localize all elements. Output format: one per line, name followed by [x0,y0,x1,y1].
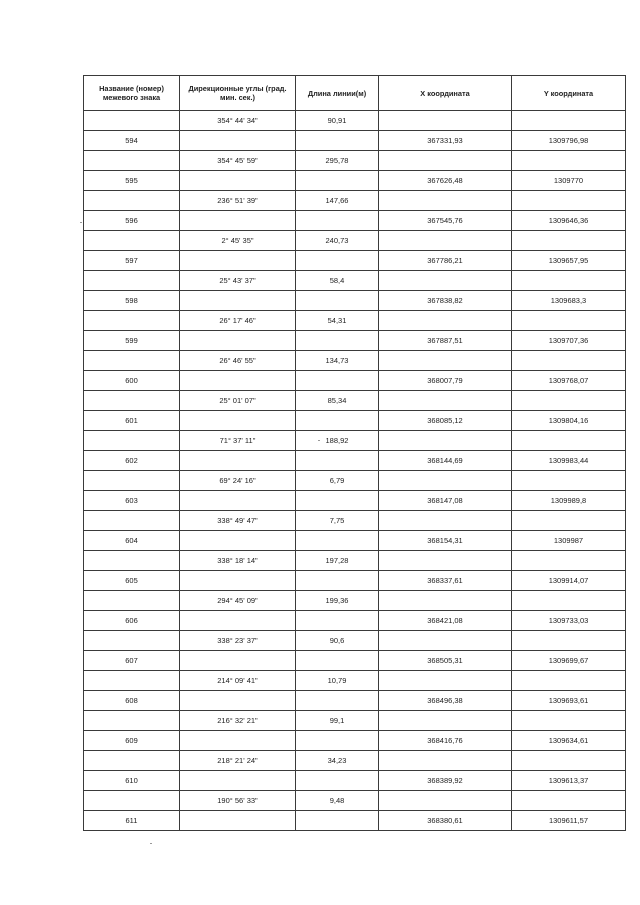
point-length-cell [296,811,379,831]
point-name-cell: 597 [84,251,180,271]
direction-angle-cell: 354° 44' 34" [180,111,296,131]
point-row [84,651,626,671]
point-length-cell [296,611,379,631]
y-coordinate-cell: 1309683,3 [512,291,626,311]
point-row [84,491,626,511]
line-length-cell: 90,6 [296,631,379,651]
segment-name-cell [84,271,180,291]
x-coordinate-cell: 367545,76 [379,211,512,231]
x-coordinate-cell: 368421,08 [379,611,512,631]
point-length-cell [296,691,379,711]
point-length-cell [296,331,379,351]
point-row [84,691,626,711]
point-length-cell [296,371,379,391]
x-coordinate-cell: 368154,31 [379,531,512,551]
point-row [84,211,626,231]
segment-y-cell [512,351,626,371]
segment-row [84,231,626,251]
direction-angle-cell: 338° 23' 37" [180,631,296,651]
segment-name-cell [84,671,180,691]
point-angle-cell [180,611,296,631]
line-length-cell: 188,92 [296,431,379,451]
point-angle-cell [180,411,296,431]
line-length-cell: 295,78 [296,151,379,171]
point-row [84,291,626,311]
y-coordinate-cell: 1309796,98 [512,131,626,151]
y-coordinate-cell: 1309646,36 [512,211,626,231]
point-name-cell: 607 [84,651,180,671]
segment-y-cell [512,391,626,411]
point-row [84,371,626,391]
boundary-coordinates-table [83,75,626,831]
x-coordinate-cell: 368337,61 [379,571,512,591]
segment-x-cell [379,231,512,251]
segment-y-cell [512,551,626,571]
x-coordinate-cell: 368144,69 [379,451,512,471]
point-length-cell [296,571,379,591]
segment-x-cell [379,591,512,611]
segment-name-cell [84,431,180,451]
segment-row [84,271,626,291]
segment-name-cell [84,751,180,771]
segment-y-cell [512,311,626,331]
x-coordinate-cell: 368505,31 [379,651,512,671]
segment-name-cell [84,791,180,811]
segment-x-cell [379,191,512,211]
y-coordinate-cell: 1309989,8 [512,491,626,511]
segment-row [84,671,626,691]
table-body [84,111,626,831]
x-coordinate-cell: 368389,92 [379,771,512,791]
line-length-cell: 85,34 [296,391,379,411]
segment-row [84,471,626,491]
y-coordinate-cell: 1309611,57 [512,811,626,831]
segment-row [84,591,626,611]
segment-y-cell [512,151,626,171]
line-length-cell: 6,79 [296,471,379,491]
segment-x-cell [379,111,512,131]
point-length-cell [296,771,379,791]
segment-row [84,151,626,171]
segment-x-cell [379,711,512,731]
line-length-cell: 197,28 [296,551,379,571]
point-angle-cell [180,811,296,831]
point-name-cell: 594 [84,131,180,151]
direction-angle-cell: 218° 21' 24" [180,751,296,771]
y-coordinate-cell: 1309733,03 [512,611,626,631]
point-row [84,731,626,751]
direction-angle-cell: 354° 45' 59" [180,151,296,171]
segment-y-cell [512,271,626,291]
y-coordinate-cell: 1309634,61 [512,731,626,751]
segment-name-cell [84,631,180,651]
segment-x-cell [379,511,512,531]
line-length-cell: 240,73 [296,231,379,251]
y-coordinate-cell: 1309770 [512,171,626,191]
point-length-cell [296,451,379,471]
point-name-cell: 599 [84,331,180,351]
point-row [84,531,626,551]
segment-row [84,551,626,571]
segment-name-cell [84,111,180,131]
point-angle-cell [180,331,296,351]
segment-y-cell [512,671,626,691]
segment-x-cell [379,671,512,691]
segment-x-cell [379,471,512,491]
header-angles: Дирекционные углы (град. мин. сек.) [180,76,296,111]
point-angle-cell [180,291,296,311]
point-angle-cell [180,771,296,791]
point-angle-cell [180,131,296,151]
segment-name-cell [84,511,180,531]
line-length-cell: 34,23 [296,751,379,771]
y-coordinate-cell: 1309914,07 [512,571,626,591]
point-name-cell: 602 [84,451,180,471]
segment-row [84,191,626,211]
direction-angle-cell: 25° 43' 37" [180,271,296,291]
segment-name-cell [84,151,180,171]
header-x: X координата [379,76,512,111]
point-name-cell: 609 [84,731,180,751]
segment-y-cell [512,791,626,811]
segment-y-cell [512,711,626,731]
x-coordinate-cell: 368007,79 [379,371,512,391]
line-length-cell: 147,66 [296,191,379,211]
direction-angle-cell: 236° 51' 39" [180,191,296,211]
point-angle-cell [180,731,296,751]
segment-name-cell [84,191,180,211]
y-coordinate-cell: 1309699,67 [512,651,626,671]
segment-y-cell [512,431,626,451]
x-coordinate-cell: 367331,93 [379,131,512,151]
y-coordinate-cell: 1309657,95 [512,251,626,271]
point-name-cell: 606 [84,611,180,631]
point-name-cell: 596 [84,211,180,231]
direction-angle-cell: 69° 24' 16" [180,471,296,491]
point-angle-cell [180,691,296,711]
point-name-cell: 604 [84,531,180,551]
segment-y-cell [512,471,626,491]
point-row [84,571,626,591]
segment-name-cell [84,231,180,251]
point-angle-cell [180,251,296,271]
x-coordinate-cell: 367786,21 [379,251,512,271]
direction-angle-cell: 25° 01' 07" [180,391,296,411]
point-name-cell: 600 [84,371,180,391]
segment-y-cell [512,751,626,771]
segment-y-cell [512,591,626,611]
point-name-cell: 611 [84,811,180,831]
point-length-cell [296,491,379,511]
direction-angle-cell: 216° 32' 21" [180,711,296,731]
point-angle-cell [180,171,296,191]
segment-x-cell [379,311,512,331]
segment-x-cell [379,631,512,651]
line-length-cell: 10,79 [296,671,379,691]
line-length-cell: 58,4 [296,271,379,291]
point-name-cell: 601 [84,411,180,431]
segment-x-cell [379,751,512,771]
segment-x-cell [379,431,512,451]
y-coordinate-cell: 1309693,61 [512,691,626,711]
point-name-cell: 603 [84,491,180,511]
segment-row [84,631,626,651]
header-y: Y координата [512,76,626,111]
line-length-cell: 9,48 [296,791,379,811]
direction-angle-cell: 338° 18' 14" [180,551,296,571]
segment-x-cell [379,351,512,371]
point-angle-cell [180,371,296,391]
segment-x-cell [379,391,512,411]
segment-y-cell [512,111,626,131]
segment-row [84,311,626,331]
line-length-cell: 90,91 [296,111,379,131]
point-name-cell: 598 [84,291,180,311]
y-coordinate-cell: 1309768,07 [512,371,626,391]
scan-speck [150,843,152,844]
x-coordinate-cell: 368380,61 [379,811,512,831]
point-angle-cell [180,451,296,471]
line-length-cell: 99,1 [296,711,379,731]
point-row [84,411,626,431]
header-name: Название (номер) межевого знака [84,76,180,111]
segment-name-cell [84,351,180,371]
point-angle-cell [180,491,296,511]
y-coordinate-cell: 1309707,36 [512,331,626,351]
point-name-cell: 595 [84,171,180,191]
table-header-row [84,76,626,111]
segment-row [84,791,626,811]
segment-row [84,391,626,411]
segment-row [84,751,626,771]
line-length-cell: 7,75 [296,511,379,531]
y-coordinate-cell: 1309983,44 [512,451,626,471]
point-row [84,611,626,631]
x-coordinate-cell: 368085,12 [379,411,512,431]
direction-angle-cell: 2° 45' 35" [180,231,296,251]
header-length: Длина линии(м) [296,76,379,111]
point-length-cell [296,411,379,431]
y-coordinate-cell: 1309613,37 [512,771,626,791]
line-length-cell: 199,36 [296,591,379,611]
point-angle-cell [180,211,296,231]
segment-row [84,511,626,531]
y-coordinate-cell: 1309987 [512,531,626,551]
point-row [84,811,626,831]
line-length-cell: 54,31 [296,311,379,331]
y-coordinate-cell: 1309804,16 [512,411,626,431]
segment-name-cell [84,471,180,491]
point-angle-cell [180,531,296,551]
point-row [84,131,626,151]
segment-row [84,351,626,371]
scan-speck [80,222,82,223]
x-coordinate-cell: 367626,48 [379,171,512,191]
point-name-cell: 605 [84,571,180,591]
point-length-cell [296,171,379,191]
segment-y-cell [512,511,626,531]
segment-y-cell [512,631,626,651]
direction-angle-cell: 26° 17' 46" [180,311,296,331]
point-length-cell [296,251,379,271]
point-length-cell [296,731,379,751]
direction-angle-cell: 214° 09' 41" [180,671,296,691]
segment-name-cell [84,391,180,411]
line-length-cell: 134,73 [296,351,379,371]
direction-angle-cell: 294° 45' 09" [180,591,296,611]
segment-row [84,111,626,131]
point-angle-cell [180,571,296,591]
segment-x-cell [379,551,512,571]
x-coordinate-cell: 368416,76 [379,731,512,751]
segment-name-cell [84,311,180,331]
segment-row [84,711,626,731]
scan-speck [318,440,320,441]
x-coordinate-cell: 367887,51 [379,331,512,351]
point-length-cell [296,211,379,231]
point-length-cell [296,131,379,151]
point-length-cell [296,651,379,671]
point-row [84,171,626,191]
segment-x-cell [379,271,512,291]
x-coordinate-cell: 367838,82 [379,291,512,311]
point-length-cell [296,291,379,311]
segment-y-cell [512,231,626,251]
point-row [84,771,626,791]
direction-angle-cell: 26° 46' 55" [180,351,296,371]
segment-y-cell [512,191,626,211]
point-row [84,251,626,271]
segment-row [84,431,626,451]
point-name-cell: 608 [84,691,180,711]
segment-name-cell [84,551,180,571]
x-coordinate-cell: 368496,38 [379,691,512,711]
segment-x-cell [379,151,512,171]
x-coordinate-cell: 368147,08 [379,491,512,511]
segment-name-cell [84,591,180,611]
direction-angle-cell: 190° 56' 33" [180,791,296,811]
point-length-cell [296,531,379,551]
direction-angle-cell: 71° 37' 11" [180,431,296,451]
point-row [84,331,626,351]
direction-angle-cell: 338° 49' 47" [180,511,296,531]
segment-name-cell [84,711,180,731]
segment-x-cell [379,791,512,811]
point-row [84,451,626,471]
point-name-cell: 610 [84,771,180,791]
point-angle-cell [180,651,296,671]
